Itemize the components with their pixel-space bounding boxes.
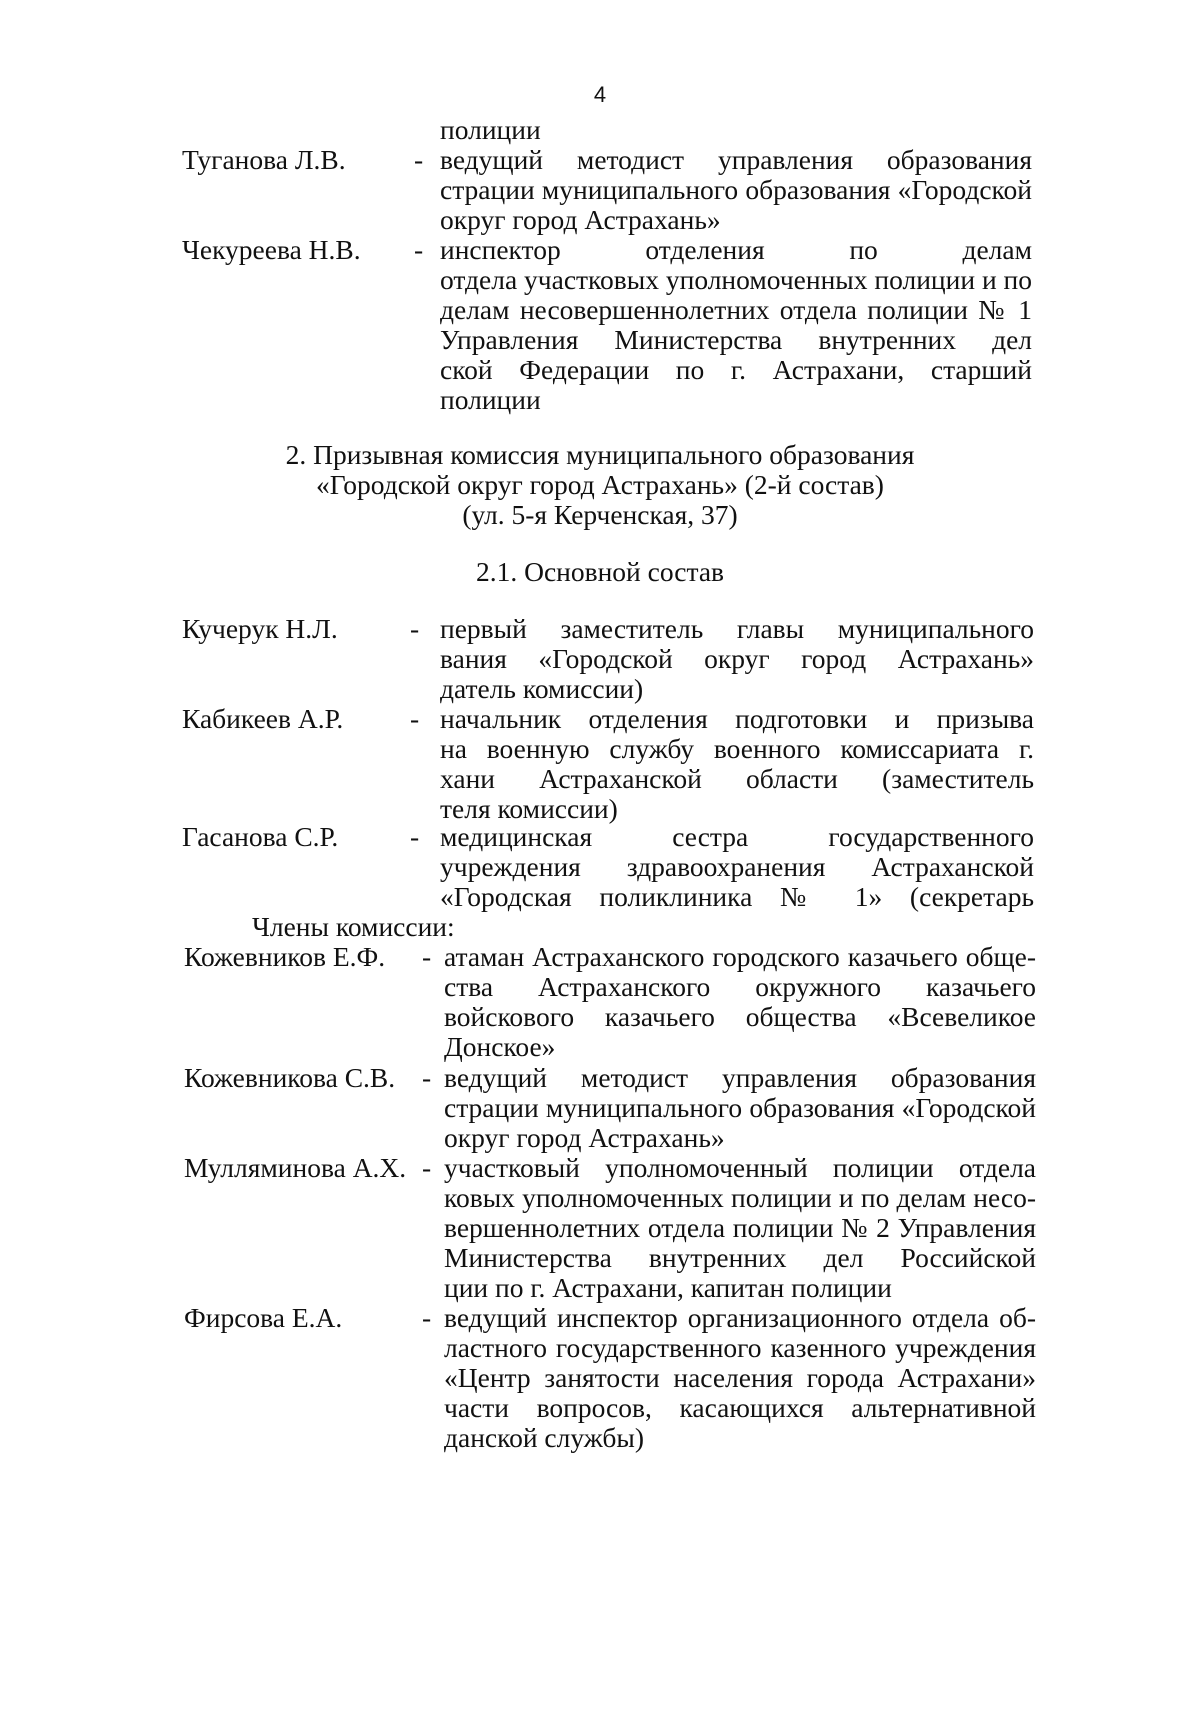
description-line: вания «Городской округ город Астрахань» [440, 644, 1034, 674]
description-line: ковых уполномоченных полиции и по делам несо- [444, 1183, 1036, 1213]
person-name: Гасанова С.Р. [182, 821, 339, 852]
person-name: Кучерук Н.Л. [182, 613, 338, 644]
description-line: ведущий методист управления образования [440, 145, 1032, 175]
person-name: Чекуреева Н.В. [182, 234, 361, 265]
person-description [440, 235, 1032, 415]
description-line: участковый уполномоченный полиции отдела [444, 1153, 1036, 1183]
entry-dash: - [414, 144, 424, 175]
person-description [444, 1063, 1036, 1153]
description-line: датель комиссии) [440, 673, 644, 704]
person-description [440, 822, 1034, 912]
members-label: Члены комиссии: [252, 911, 455, 942]
description-line: «Городская поликлиника № 1» (секретарь [440, 882, 1034, 912]
description-line: войскового казачьего общества «Всевеликое [444, 1002, 1036, 1032]
entry-dash: - [422, 1152, 432, 1183]
entry-dash: - [422, 1062, 432, 1093]
page-number: 4 [593, 82, 607, 107]
description-line: инспектор отделения по делам [440, 235, 1032, 265]
person-name: Мулляминова А.Х. [184, 1152, 407, 1183]
description-line: ской Федерации по г. Астрахани, старший [440, 355, 1032, 385]
person-name: Фирсова Е.А. [184, 1302, 343, 1333]
person-description [444, 1153, 1036, 1303]
description-line: Донское» [444, 1031, 556, 1062]
person-name: Кожевникова С.В. [184, 1062, 396, 1093]
description-line: части вопросов, касающихся альтернативной [444, 1393, 1036, 1423]
person-description [444, 942, 1036, 1062]
person-name: Кабикеев А.Р. [182, 703, 344, 734]
description-line: атаман Астраханского городского казачьего обще- [444, 942, 1036, 972]
description-line: делам несовершеннолетних отдела полиции № 1 [440, 295, 1032, 325]
description-line: страции муниципального образования «Городской [444, 1093, 1036, 1123]
description-line: Министерства внутренних дел Российской [444, 1243, 1036, 1273]
entry-dash: - [422, 941, 432, 972]
description-line: Управления Министерства внутренних дел [440, 325, 1032, 355]
person-description [440, 145, 1032, 235]
description-line: ции по г. Астрахани, капитан полиции [444, 1272, 892, 1303]
description-line: отдела участковых уполномоченных полиции и по [440, 265, 1032, 295]
description-line: «Центр занятости населения города Астрахани» [444, 1363, 1036, 1393]
section-heading: 2. Призывная комиссия муниципального образования [285, 439, 915, 470]
person-name: Кожевников Е.Ф. [184, 941, 386, 972]
description-line: хани Астраханской области (заместитель [440, 764, 1034, 794]
description-line: начальник отделения подготовки и призыва [440, 704, 1034, 734]
entry-dash: - [422, 1302, 432, 1333]
description-line: ства Астраханского окружного казачьего [444, 972, 1036, 1002]
person-description [444, 1303, 1036, 1453]
description-line: теля комиссии) [440, 793, 618, 824]
description-line: округ город Астрахань» [444, 1122, 725, 1153]
carry-over-line: полиции [440, 114, 541, 145]
description-line: на военную службу военного комиссариата г. [440, 734, 1034, 764]
description-line: учреждения здравоохранения Астраханской [440, 852, 1034, 882]
entry-dash: - [410, 703, 420, 734]
description-line: ведущий инспектор организационного отдела об- [444, 1303, 1036, 1333]
carry-over-text [440, 115, 1032, 145]
entry-dash: - [414, 234, 424, 265]
description-line: первый заместитель главы муниципального [440, 614, 1034, 644]
description-line: ластного государственного казенного учреждения [444, 1333, 1036, 1363]
description-line: ведущий методист управления образования [444, 1063, 1036, 1093]
person-description [440, 614, 1034, 704]
entry-dash: - [410, 821, 420, 852]
description-line: полиции [440, 384, 541, 415]
section-heading: «Городской округ город Астрахань» (2-й состав) [316, 469, 884, 500]
section-address: (ул. 5-я Керченская, 37) [462, 499, 738, 530]
description-line: страции муниципального образования «Городской [440, 175, 1032, 205]
description-line: данской службы) [444, 1422, 645, 1453]
person-description [440, 704, 1034, 824]
person-name: Туганова Л.В. [182, 144, 346, 175]
description-line: округ город Астрахань» [440, 204, 721, 235]
description-line: медицинская сестра государственного [440, 822, 1034, 852]
description-line: вершеннолетних отдела полиции № 2 Управления [444, 1213, 1036, 1243]
entry-dash: - [410, 613, 420, 644]
subsection-heading: 2.1. Основной состав [475, 556, 725, 587]
